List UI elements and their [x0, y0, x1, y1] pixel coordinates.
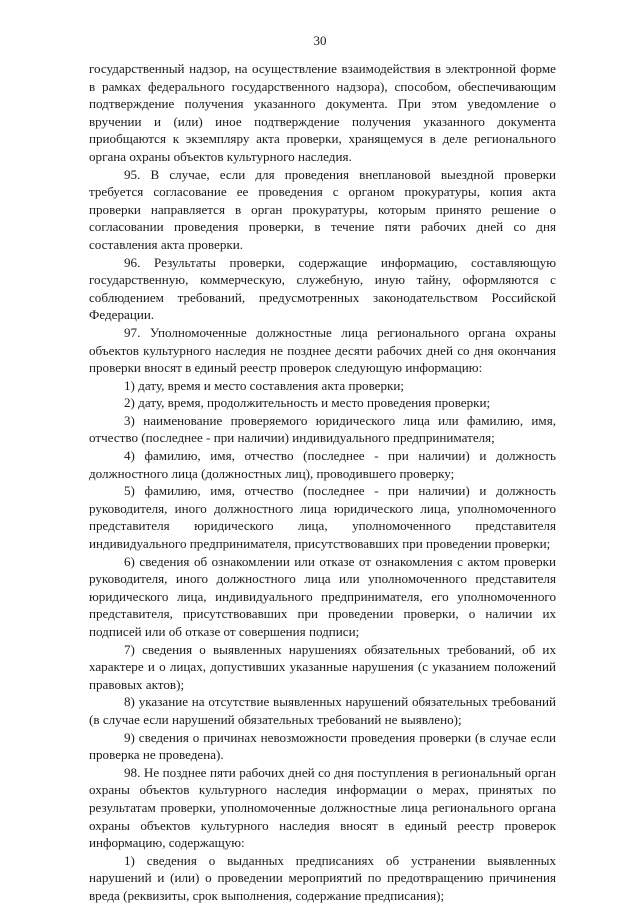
paragraph: 97. Уполномоченные должностные лица регионального органа охраны объектов культурного наследия не позднее десяти рабочих дней со дня окончания проверки вносят в единый реестр проверок следующую информацию:: [89, 324, 556, 376]
paragraph: государственный надзор, на осуществление взаимодействия в электронной форме в рамках федерального государственного надзора), способом, обеспечивающим подтверждение получения указанного документа. При этом уведомление о вручении и (или) иное подтверждение получения указанного документа приобщаются к экземпляру акта проверки, хранящемуся в деле регионального органа охраны объектов культурного наследия.: [89, 61, 556, 164]
document-body: [89, 60, 556, 905]
list-item: 4) фамилию, имя, отчество (последнее - при наличии) и должность должностного лица (должностных лиц), проводившего проверку;: [89, 448, 556, 481]
list-item: 5) фамилию, имя, отчество (последнее - при наличии) и должность руководителя, иного должностного лица юридического лица, уполномоченного представителя юридического лица, уполномоченного представителя индивидуального предпринимателя, присутствовавших при проведении проверки;: [89, 483, 556, 552]
list-item: 6) сведения об ознакомлении или отказе от ознакомления с актом проверки руководителя, иного должностного лица или уполномоченного представителя юридического лица, индивидуального предпринимателя, его уполномоченного представителя, присутствовавших при проведении проверки, о наличии их подписей или об отказе от совершения подписи;: [89, 553, 556, 639]
list-item: 3) наименование проверяемого юридического лица или фамилию, имя, отчество (последнее - при наличии) индивидуального предпринимателя;: [89, 412, 556, 446]
list-item: 1) сведения о выданных предписаниях об устранении выявленных нарушений и (или) о проведении мероприятий по предотвращению причинения вреда (реквизиты, срок выполнения, содержание предписания);: [89, 852, 556, 903]
list-item: 1) дату, время и место составления акта проверки;: [124, 377, 405, 393]
list-item: 7) сведения о выявленных нарушениях обязательных требований, об их характере и о лицах, допустивших указанные нарушения (с указанием положений правовых актов);: [89, 641, 556, 692]
page-number: 30: [313, 33, 327, 48]
list-item: 8) указание на отсутствие выявленных нарушений обязательных требований (в случае если нарушений обязательных требований не выявлено);: [89, 694, 556, 727]
paragraph: 96. Результаты проверки, содержащие информацию, составляющую государственную, коммерческую, служебную, иную тайну, оформляются с соблюдением требований, предусмотренных законодательством Российской Федерации.: [89, 254, 556, 323]
list-item: 9) сведения о причинах невозможности проведения проверки (в случае если проверка не проведена).: [89, 729, 556, 763]
paragraph: 95. В случае, если для проведения внеплановой выездной проверки требуется согласование ее проведения с органом прокуратуры, копия акта проверки направляется в орган прокуратуры, которым принято решение о согласовании проведения проверки, в течение пяти рабочих дней со дня составления акта проверки.: [89, 166, 556, 252]
paragraph: 98. Не позднее пяти рабочих дней со дня поступления в региональный орган охраны объектов культурного наследия информации о мерах, принятых по результатам проверки, уполномоченные должностные лица регионального органа охраны объектов культурного наследия вносят в единый реестр проверок информацию, содержащую:: [89, 764, 556, 851]
list-item: 2) дату, время, продолжительность и место проведения проверки;: [124, 395, 491, 411]
